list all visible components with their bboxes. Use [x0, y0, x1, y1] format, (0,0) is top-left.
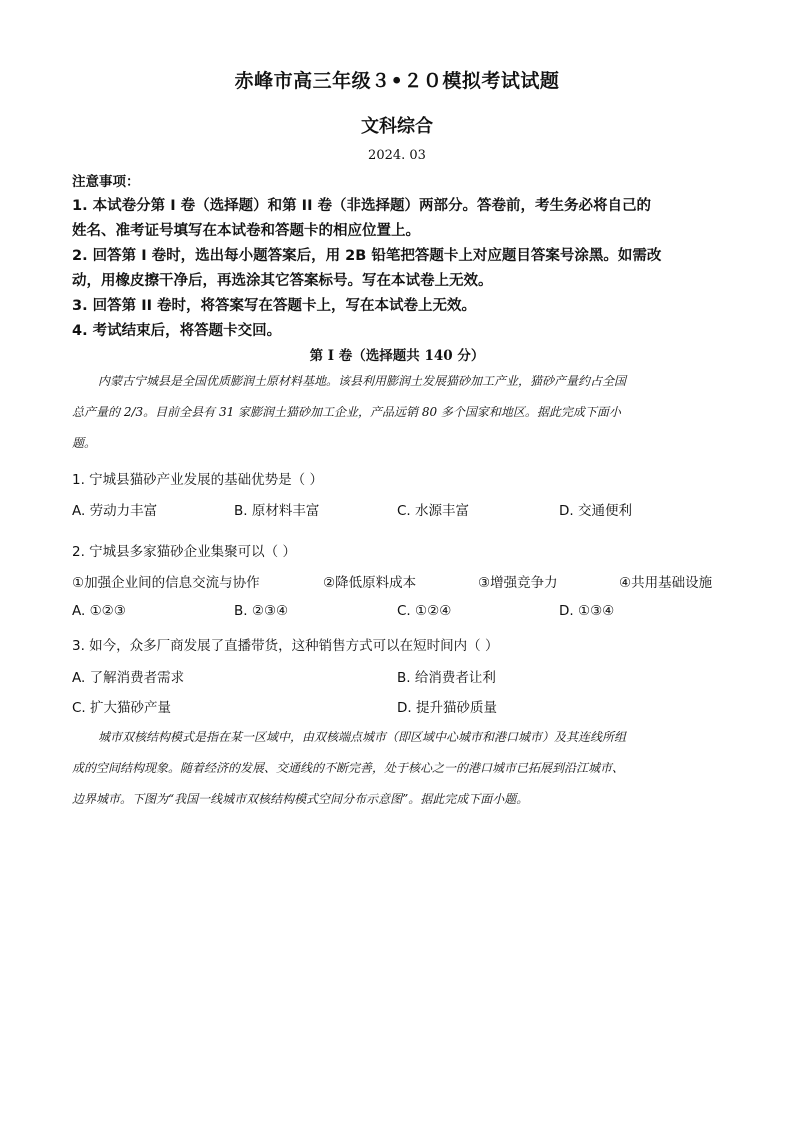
question-3-option-a: A. 了解消费者需求	[72, 670, 185, 686]
question-2-statement-4: ④共用基础设施	[619, 575, 713, 591]
question-3-option-c: C. 扩大猫砂产量	[72, 700, 172, 716]
question-3-stem: 3. 如今，众多厂商发展了直播带货，这种销售方式可以在短时间内（ ）	[72, 638, 499, 654]
exam-date: 2024. 03	[368, 148, 426, 163]
notice-heading: 注意事项：	[72, 174, 140, 190]
notice-line: 1. 本试卷分第 I 卷（选择题）和第 II 卷（非选择题）两部分。答卷前，考生务必将自己的	[72, 198, 652, 214]
notice-block	[72, 170, 722, 344]
question-2-statement-3: ③增强竞争力	[478, 575, 558, 591]
question-1-stem: 1. 宁城县猫砂产业发展的基础优势是（ ）	[72, 472, 323, 488]
section-title: 第 I 卷（选择题共 140 分）	[309, 348, 485, 364]
notice-line: 姓名、准考证号填写在本试卷和答题卡的相应位置上。	[72, 223, 420, 239]
question-2-option-c: C. ①②④	[397, 603, 452, 619]
passage-1	[72, 366, 722, 459]
passage-line: 城市双核结构模式是指在某一区域中，由双核端点城市（即区域中心城市和港口城市）及其连线所组	[98, 730, 627, 744]
question-2-option-b: B. ②③④	[234, 603, 289, 619]
passage-line: 边界城市。下图为“我国一线城市双核结构模式空间分布示意图”。据此完成下面小题。	[72, 792, 529, 806]
question-1-option-d: D. 交通便利	[559, 503, 632, 519]
question-3-option-d: D. 提升猫砂质量	[397, 700, 497, 716]
passage-2	[72, 722, 722, 815]
notice-line: 4. 考试结束后，将答题卡交回。	[72, 323, 282, 339]
question-2-statement-2: ②降低原料成本	[323, 575, 417, 591]
question-2-option-a: A. ①②③	[72, 603, 126, 619]
question-1-option-b: B. 原材料丰富	[234, 503, 320, 519]
exam-subtitle: 文科综合	[361, 116, 433, 137]
notice-line: 3. 回答第 II 卷时，将答案写在答题卡上，写在本试卷上无效。	[72, 298, 477, 314]
question-2-option-d: D. ①③④	[559, 603, 615, 619]
notice-line: 2. 回答第 I 卷时，选出每小题答案后，用 2B 铅笔把答题卡上对应题目答案号涂黑。如需改	[72, 248, 662, 264]
notice-line: 动，用橡皮擦干净后，再选涂其它答案标号。写在本试卷上无效。	[72, 273, 493, 289]
question-1-option-a: A. 劳动力丰富	[72, 503, 158, 519]
question-2-statement-1: ①加强企业间的信息交流与协作	[72, 575, 260, 591]
passage-line: 成的空间结构现象。随着经济的发展、交通线的不断完善，处于核心之一的港口城市已拓展到沿江城市、	[72, 761, 625, 775]
question-2-stem: 2. 宁城县多家猫砂企业集聚可以（ ）	[72, 544, 296, 560]
passage-line: 总产量的 2/3。目前全县有 31 家膨润土猫砂加工企业，产品远销 80 多个国家和地区。据此完成下面小	[72, 405, 621, 419]
exam-title: 赤峰市高三年级３•２０模拟考试试题	[234, 70, 560, 92]
question-3-option-b: B. 给消费者让利	[397, 670, 496, 686]
passage-line: 内蒙古宁城县是全国优质膨润土原材料基地。该县利用膨润土发展猫砂加工产业，猫砂产量约占全国	[98, 374, 627, 388]
question-1-option-c: C. 水源丰富	[397, 503, 470, 519]
passage-line: 题。	[72, 436, 97, 450]
